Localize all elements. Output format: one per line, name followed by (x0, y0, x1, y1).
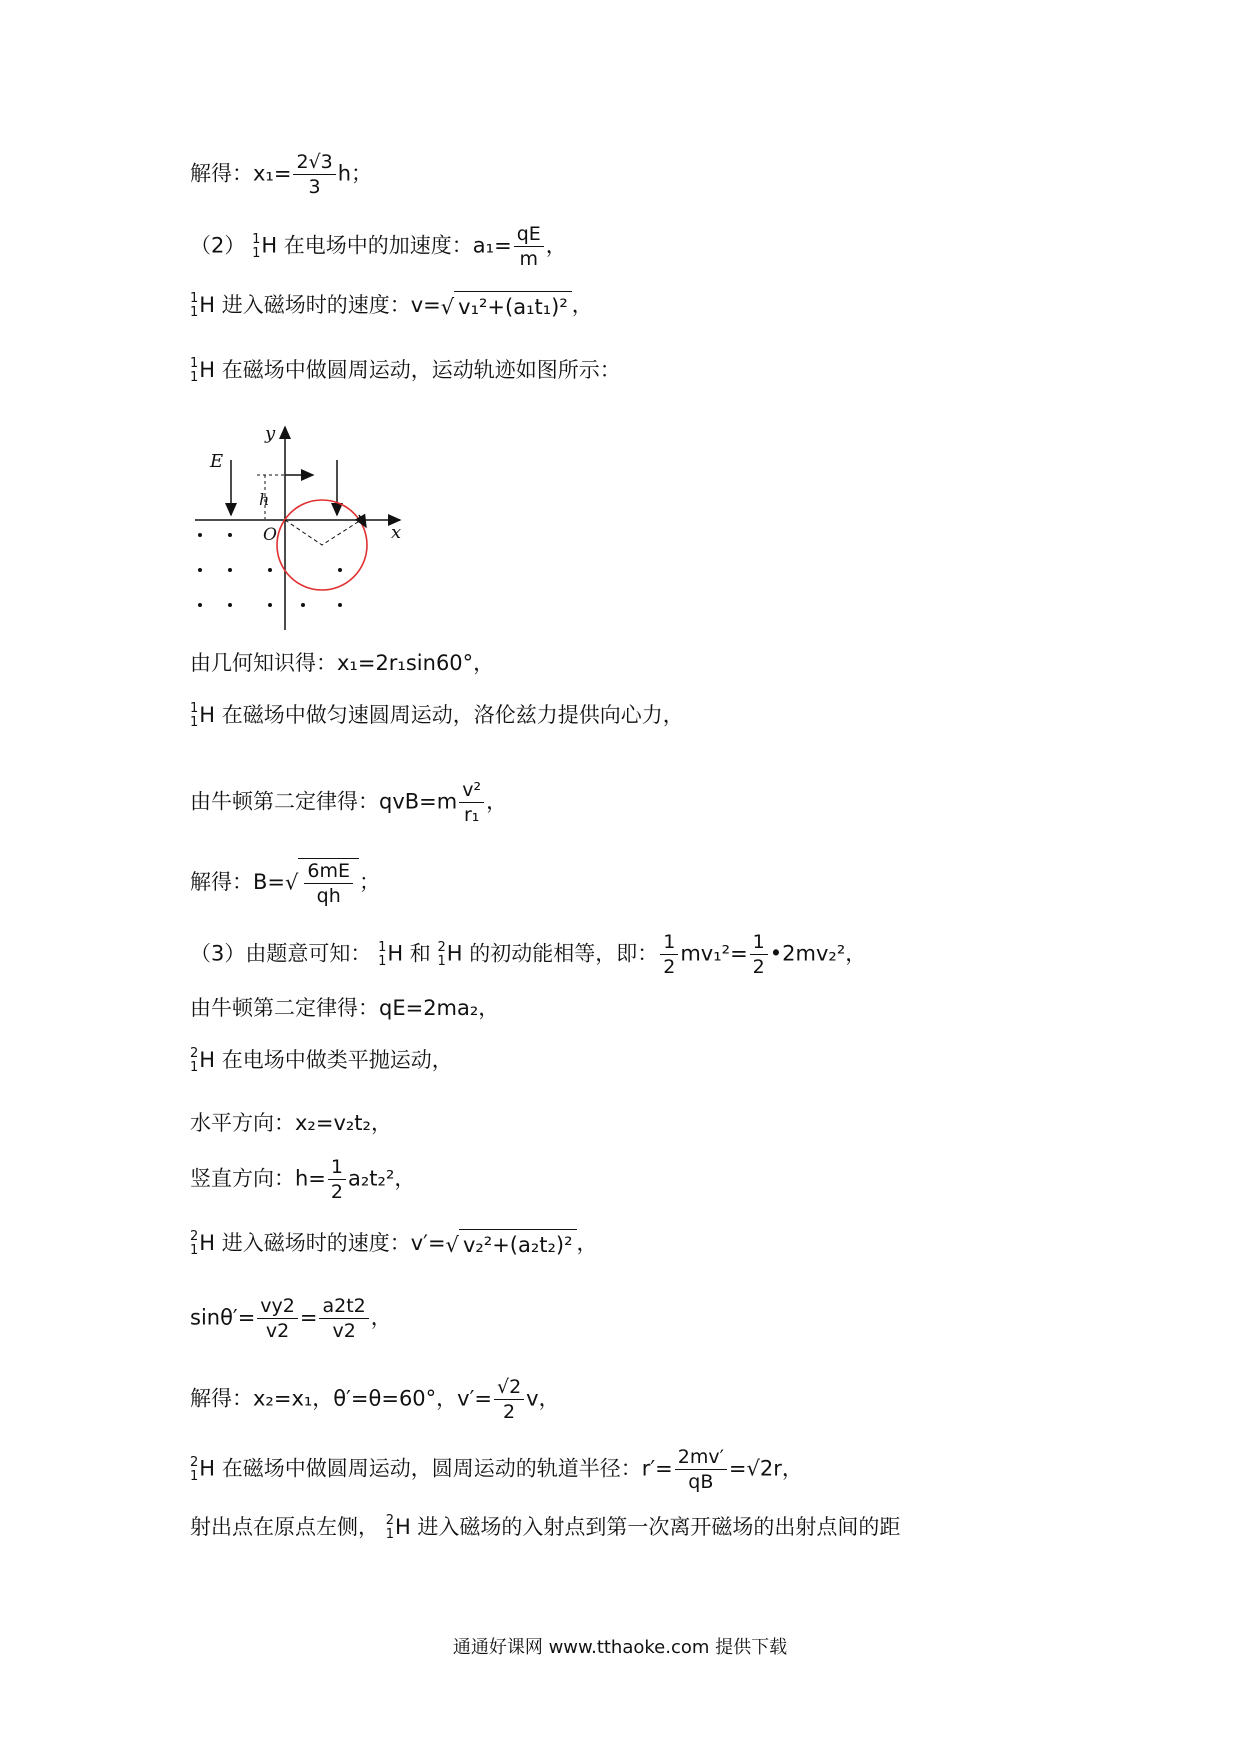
fraction (319, 1294, 368, 1343)
atomic-number: 1 (190, 1060, 199, 1075)
label: 解得： (190, 161, 253, 186)
fraction (257, 1294, 298, 1343)
numerator: 6mE (304, 859, 353, 884)
mass-number: 2 (190, 1046, 199, 1061)
punct: ， (486, 789, 508, 814)
radicand: v₂²+(a₂t₂)² (459, 1229, 577, 1260)
mass-number: 1 (190, 356, 199, 371)
fraction (293, 150, 335, 199)
line-11 (190, 1045, 453, 1075)
numerator: 1 (660, 930, 678, 955)
text: 射出点在原点左侧， (190, 1515, 379, 1539)
mass-number: 1 (252, 231, 261, 247)
text: H 在电场中的加速度：a₁= (261, 233, 512, 258)
line-17 (190, 1445, 803, 1494)
punct: ， (576, 1231, 598, 1255)
fraction (750, 930, 768, 979)
nuclide-notation (438, 941, 446, 969)
nuclide-notation (190, 1230, 198, 1258)
numerator: 2mv′ (675, 1445, 727, 1470)
square-root: √ $\frac{6mE}{qh}$ (285, 858, 359, 908)
denominator: 2 (752, 956, 765, 978)
mass-number: 1 (190, 291, 199, 306)
text: 由牛顿第二定律得：qE=2ma₂， (190, 996, 500, 1020)
label-x: x (391, 522, 402, 543)
denominator: v2 (332, 1320, 356, 1342)
fraction (304, 859, 353, 908)
expr: •2mv₂²， (769, 941, 867, 966)
nuclide-notation (252, 233, 260, 261)
denominator: 3 (308, 176, 321, 198)
nuclide-notation (190, 1456, 198, 1484)
expr: =√2r， (728, 1456, 803, 1481)
punct: ； (359, 870, 381, 894)
mass-number: 2 (437, 939, 446, 955)
atomic-number: 1 (190, 715, 199, 730)
atomic-number: 1 (190, 370, 199, 385)
line-8 (190, 858, 380, 908)
denominator: v2 (265, 1320, 290, 1342)
label-y: y (265, 423, 276, 444)
trajectory-diagram (185, 415, 415, 630)
fraction (494, 1375, 524, 1424)
fraction (660, 930, 678, 979)
dashed-radii (285, 520, 361, 545)
punct: ， (370, 1305, 392, 1330)
text: H 在磁场中做圆周运动，运动轨迹如图所示： (199, 358, 621, 382)
numerator: v² (459, 778, 484, 803)
line-4 (190, 355, 621, 385)
line-18 (190, 1512, 900, 1542)
text: sinθ′= (190, 1305, 256, 1330)
denominator: 2 (503, 1401, 516, 1423)
nuclide-notation (190, 292, 198, 320)
fraction (514, 222, 544, 271)
expr: h； (337, 161, 373, 186)
text: H 进入磁场的入射点到第一次离开磁场的出射点间的距 (394, 1515, 901, 1539)
nuclide-notation (190, 1047, 198, 1075)
denominator: 2 (663, 956, 676, 978)
nuclide-notation (190, 702, 198, 730)
atomic-number: 1 (190, 1243, 199, 1258)
expr: v， (526, 1386, 560, 1411)
punct: ， (545, 233, 567, 258)
numerator: vy2 (257, 1294, 298, 1319)
line-15 (190, 1294, 392, 1343)
line-10 (190, 993, 499, 1023)
footer-source: 通通好课网 www.tthaoke.com 提供下载 (452, 1637, 788, 1658)
radicand: v₁²+(a₁t₁)² (454, 291, 572, 322)
text: （3）由题意可知： (190, 941, 372, 966)
line-7 (190, 778, 507, 827)
numerator: qE (514, 222, 544, 247)
atomic-number: 1 (437, 953, 446, 969)
expr: mv₁²= (680, 941, 748, 966)
nuclide-notation (386, 1514, 394, 1542)
text: 竖直方向：h= (190, 1166, 326, 1191)
atomic-number: 1 (190, 305, 199, 320)
text: 解得：x₂=x₁，θ′=θ=60°，v′= (190, 1386, 492, 1411)
fraction (675, 1445, 727, 1494)
mass-number: 1 (378, 939, 387, 955)
text: H 在磁场中做圆周运动，圆周运动的轨道半径：r′= (199, 1456, 673, 1481)
denominator: qB (688, 1471, 714, 1493)
radicand (298, 858, 359, 908)
line-14 (190, 1228, 598, 1260)
expr: a₂t₂²， (348, 1166, 416, 1191)
numerator: 1 (328, 1155, 346, 1180)
part-number: （2） (190, 233, 246, 258)
nuclide-notation (190, 357, 198, 385)
text: H 进入磁场时的速度：v′= (199, 1231, 446, 1255)
mass-number: 2 (190, 1454, 199, 1470)
denominator: m (519, 248, 538, 270)
text: H 在电场中做类平抛运动， (199, 1048, 453, 1072)
fraction (459, 778, 484, 827)
text: 由牛顿第二定律得：qvB=m (190, 789, 458, 814)
line-2 (190, 222, 567, 271)
atomic-number: 1 (190, 1468, 199, 1484)
nuclide-notation (378, 941, 386, 969)
text: H 在磁场中做匀速圆周运动，洛伦兹力提供向心力， (199, 703, 684, 727)
punct: ， (571, 293, 593, 317)
label-E: E (210, 451, 224, 472)
line-13 (190, 1155, 415, 1204)
equals: = (299, 1305, 318, 1330)
denominator: qh (316, 885, 341, 907)
line-12 (190, 1108, 392, 1138)
line-5 (190, 648, 494, 678)
square-root: √ v₁²+(a₁t₁)² (441, 291, 572, 322)
numerator: 2√3 (293, 150, 335, 175)
mass-number: 2 (190, 1229, 199, 1244)
numerator: 1 (750, 930, 768, 955)
text: H 的初动能相等，即： (446, 941, 659, 966)
line-3 (190, 290, 593, 322)
text: 由几何知识得：x₁=2r₁sin60°， (190, 651, 495, 675)
line-6 (190, 700, 684, 730)
atomic-number: 1 (378, 953, 387, 969)
denominator: 2 (330, 1181, 343, 1203)
denominator: r₁ (463, 804, 480, 826)
text: H 和 (387, 941, 438, 966)
line-16 (190, 1375, 560, 1424)
square-root: √ v₂²+(a₂t₂)² (446, 1229, 577, 1260)
mass-number: 2 (385, 1513, 394, 1528)
line-1 (190, 150, 372, 199)
text: H 进入磁场时的速度：v= (199, 293, 441, 317)
label-O: O (263, 525, 277, 545)
numerator: √2 (494, 1375, 524, 1400)
text: 解得：B= (190, 870, 286, 894)
label-h: h (259, 490, 270, 509)
fraction (328, 1155, 346, 1204)
line-9 (190, 930, 866, 979)
expr: x₁= (253, 161, 292, 186)
mass-number: 1 (190, 701, 199, 716)
text: 水平方向：x₂=v₂t₂， (190, 1111, 392, 1135)
atomic-number: 1 (385, 1527, 394, 1542)
atomic-number: 1 (252, 245, 261, 261)
numerator: a2t2 (319, 1294, 368, 1319)
